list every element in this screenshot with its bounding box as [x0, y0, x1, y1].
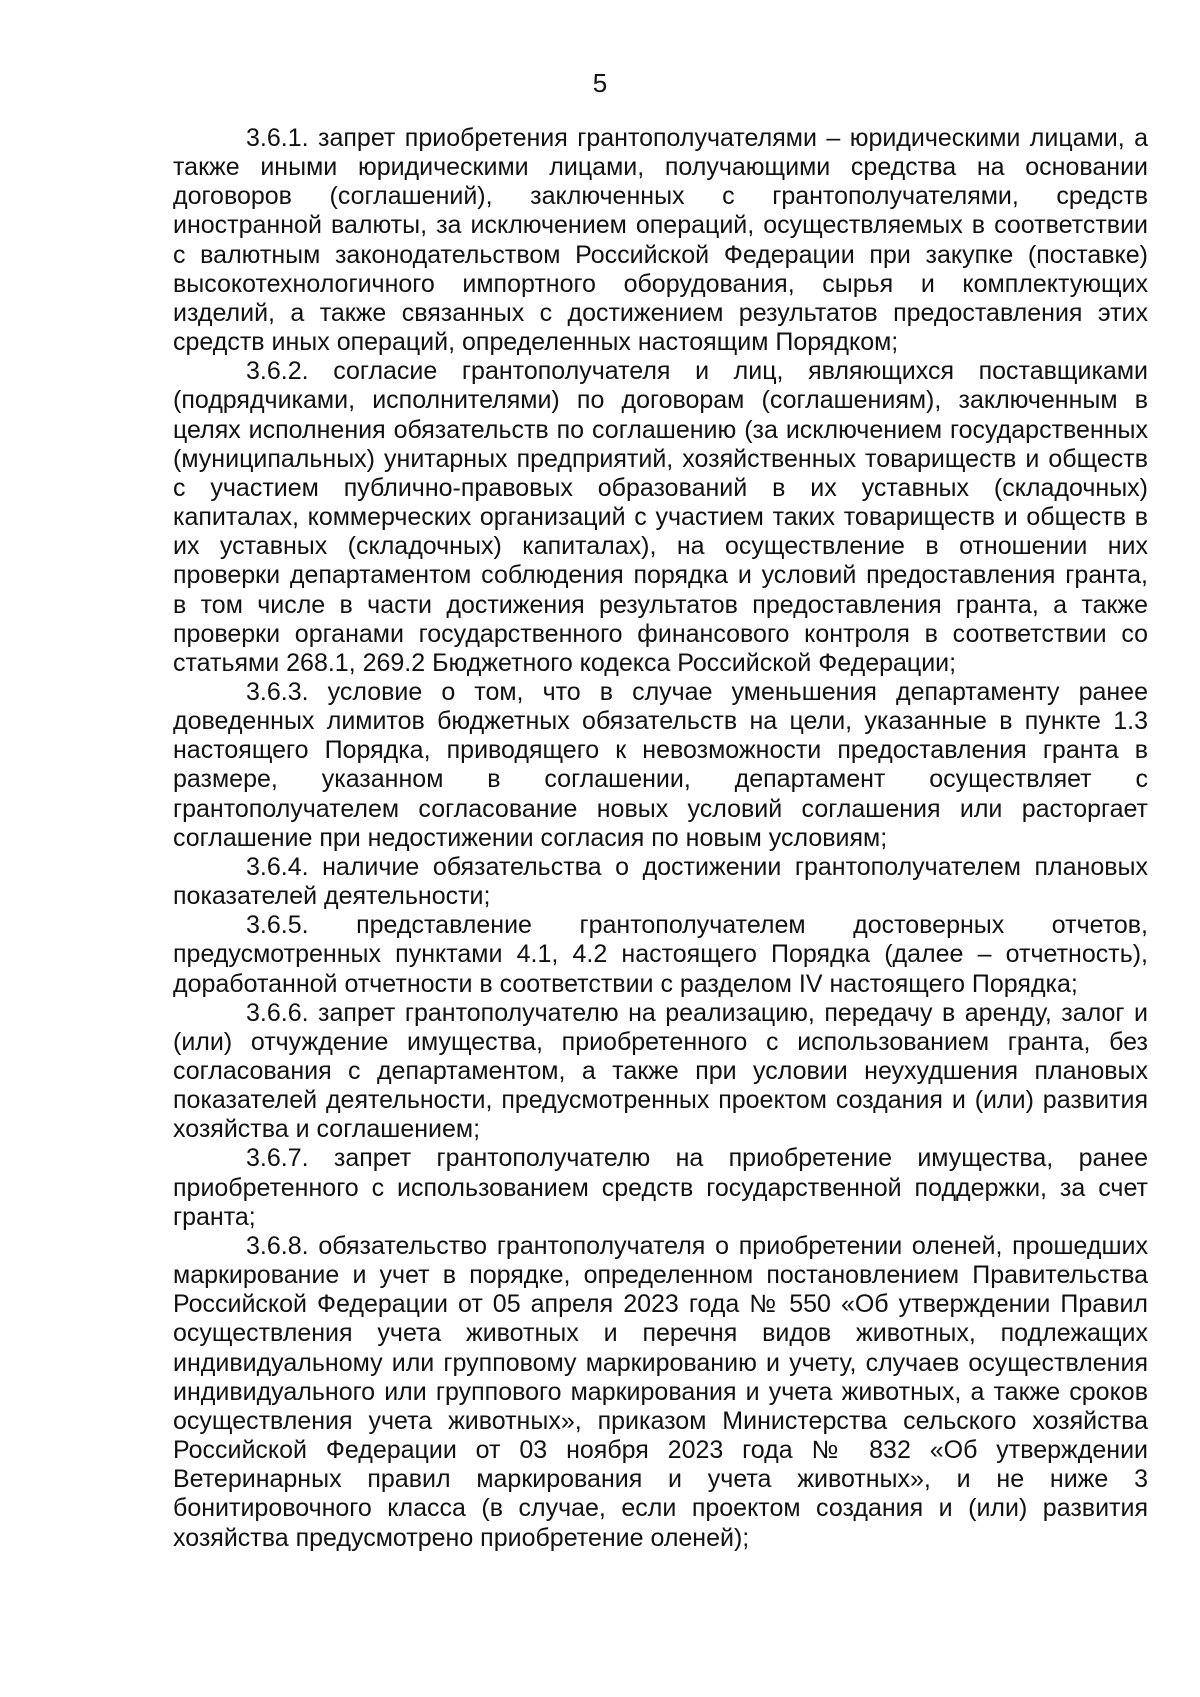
- clause-number: 3.6.7.: [246, 1144, 309, 1173]
- clause-3-6-8: [173, 1232, 1148, 1553]
- clause-3-6-5: [173, 911, 1148, 998]
- clause-text: условие о том, что в случае уменьшения департаменту ранее доведенных лимитов бюджетных обязательств на цели, указанные в пункте 1.3 настоящего Порядка, приводящего к невозможности предоставления гранта в размере, указанном в соглашении, департамент осуществляет с грантополучателем согласование новых условий соглашения или расторгает соглашение при недостижении согласия по новым условиям;: [173, 677, 1148, 852]
- clause-number: 3.6.3.: [246, 677, 309, 706]
- clause-text: наличие обязательства о достижении грантополучателем плановых показателей деятельности;: [173, 852, 1149, 911]
- clause-number: 3.6.8.: [246, 1231, 309, 1260]
- clause-3-6-2: [173, 357, 1148, 678]
- clause-text: запрет приобретения грантополучателями – юридическими лицами, а также иными юридическими лицами, получающими средства на основании договоров (соглашений), заключенных с грантополучателями, средств иностранной валюты, за исключением операций, осуществляемых в соответствии с валютным законодательством Российской Федерации при закупке (поставке) высокотехнологичного импортного оборудования, сырья и комплектующих изделий, а также связанных с достижением результатов предоставления этих средств иных операций, определенных настоящим Порядком;: [173, 124, 1149, 357]
- clause-number: 3.6.4.: [246, 852, 309, 881]
- clause-number: 3.6.5.: [246, 911, 309, 940]
- clause-number: 3.6.6.: [246, 998, 309, 1027]
- clause-number: 3.6.2.: [246, 357, 309, 386]
- clause-3-6-6: [173, 999, 1148, 1145]
- clause-3-6-7: [173, 1144, 1148, 1231]
- clause-text: запрет грантополучателю на реализацию, передачу в аренду, залог и (или) отчуждение имущества, приобретенного с использованием гранта, без согласования с департаментом, а также при условии неухудшения плановых показателей деятельности, предусмотренных проектом создания и (или) развития хозяйства и соглашением;: [173, 998, 1148, 1144]
- document-body: [173, 124, 1148, 1553]
- clause-3-6-4: [173, 853, 1148, 911]
- clause-text: согласие грантополучателя и лиц, являющихся поставщиками (подрядчиками, исполнителями) по договорам (соглашениям), заключенным в целях исполнения обязательств по соглашению (за исключением государственных (муниципальных) унитарных предприятий, хозяйственных товариществ и обществ с участием публично-правовых образований в их уставных (складочных) капиталах, коммерческих организаций с участием таких товариществ и обществ в их уставных (складочных) капиталах), на осуществление в отношении них проверки департаментом соблюдения порядка и условий предоставления гранта, в том числе в части достижения результатов предоставления гранта, а также проверки органами государственного финансового контроля в соответствии со статьями 268.1, 269.2 Бюджетного кодекса Российской Федерации;: [173, 357, 1148, 677]
- clause-text: запрет грантополучателю на приобретение имущества, ранее приобретенного с использованием средств государственной поддержки, за счет гранта;: [173, 1144, 1148, 1231]
- clause-3-6-1: [173, 124, 1148, 357]
- clause-text: представление грантополучателем достоверных отчетов, предусмотренных пунктами 4.1, 4.2 настоящего Порядка (далее – отчетность), доработанной отчетности в соответствии с разделом IV настоящего Порядка;: [173, 911, 1148, 998]
- clause-text: обязательство грантополучателя о приобретении оленей, прошедших маркирование и учет в порядке, определенном постановлением Правительства Российской Федерации от 05 апреля 2023 года № 550 «Об утверждении Правил осуществления учета животных и перечня видов животных, подлежащих индивидуальному или групповому маркированию и учету, случаев осуществления индивидуального или группового маркирования и учета животных, а также сроков осуществления учета животных», приказом Министерства сельского хозяйства Российской Федерации от 03 ноября 2023 года № 832 «Об утверждении Ветеринарных правил маркирования и учета животных», и не ниже 3 бонитировочного класса (в случае, если проектом создания и (или) развития хозяйства предусмотрено приобретение оленей);: [173, 1231, 1149, 1552]
- page-number: 5: [592, 68, 608, 98]
- clause-number: 3.6.1.: [246, 124, 309, 152]
- clause-3-6-3: [173, 678, 1148, 853]
